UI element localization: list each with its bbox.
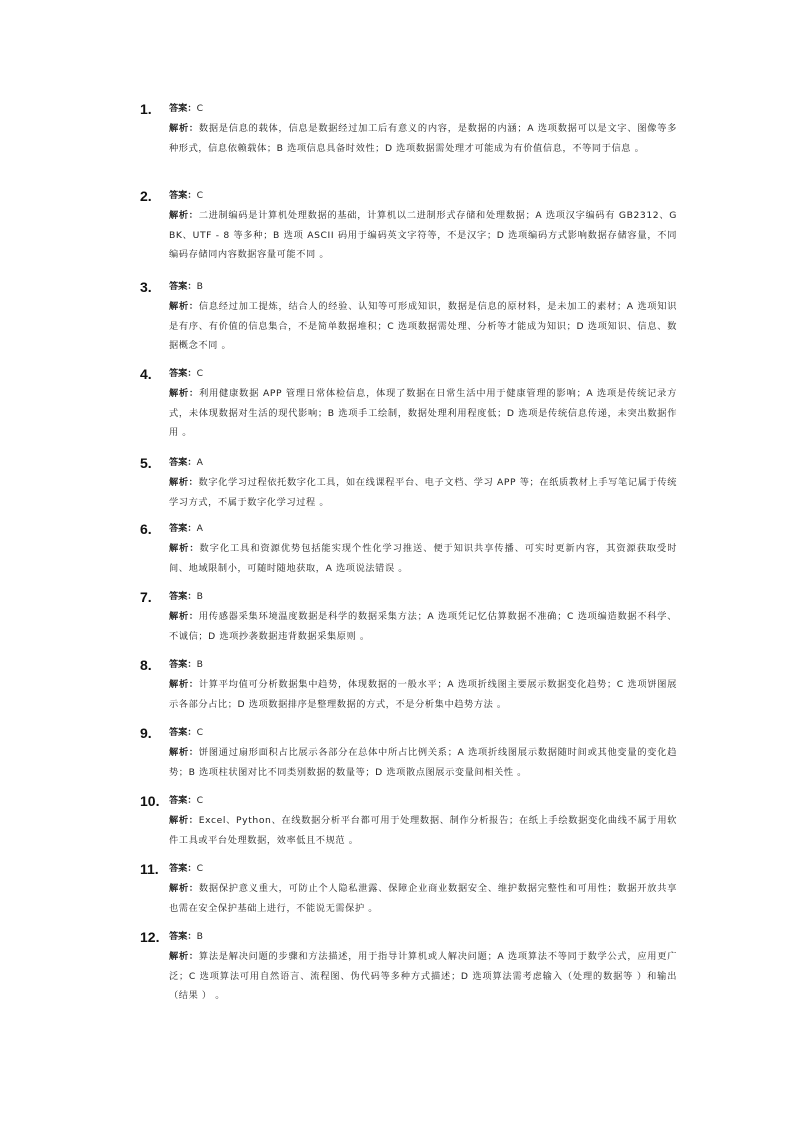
explanation-label: 解析： [169, 477, 199, 488]
explanation-content: 用传感器采集环境温度数据是科学的数据采集方法；A 选项凭记忆估算数据不准确；C 选项编造数据不科学、不诚信；D 选项抄袭数据违背数据采集原则 。 [169, 611, 677, 642]
explanation-label: 解析： [169, 815, 199, 826]
question-number: 1. [140, 101, 152, 117]
explanation-text [169, 675, 677, 714]
answer-value: C [196, 795, 203, 806]
answer-line [169, 794, 203, 808]
answer-line [169, 726, 203, 740]
answer-value: C [196, 190, 203, 201]
answer-line [169, 522, 203, 536]
explanation-text [169, 947, 677, 1006]
explanation-content: 数字化工具和资源优势包括能实现个性化学习推送、便于知识共享传播、可实时更新内容，其资源获取受时间、地域限制小，可随时随地获取，A 选项说法错误 。 [169, 543, 677, 574]
question-number: 6. [140, 521, 152, 537]
answer-label: 答案： [169, 190, 197, 201]
question-number: 8. [140, 657, 152, 673]
answer-label: 答案： [169, 931, 197, 942]
answer-value: C [196, 103, 203, 114]
answer-line [169, 862, 203, 876]
answer-value: C [196, 727, 203, 738]
answer-label: 答案： [169, 659, 197, 670]
explanation-text [169, 539, 677, 578]
explanation-content: 计算平均值可分析数据集中趋势，体现数据的一般水平；A 选项折线图主要展示数据变化趋势；C 选项饼图展示各部分占比；D 选项数据排序是整理数据的方式，不是分析集中趋势方法 。 [169, 679, 677, 710]
explanation-content: 利用健康数据 APP 管理日常体检信息，体现了数据在日常生活中用于健康管理的影响；A 选项是传统记录方式，未体现数据对生活的现代影响；B 选项手工绘制，数据处理利用程度低；D 选项是传统信息传递，未突出数据作用 。 [169, 388, 677, 439]
answer-label: 答案： [169, 863, 197, 874]
answer-value: B [196, 281, 203, 292]
answer-value: A [196, 523, 203, 534]
explanation-content: 数据保护意义重大，可防止个人隐私泄露、保障企业商业数据安全、维护数据完整性和可用性；数据开放共享也需在安全保护基础上进行，不能说无需保护 。 [169, 883, 677, 914]
question-number: 9. [140, 725, 152, 741]
answer-value: B [196, 659, 203, 670]
explanation-label: 解析： [169, 301, 199, 312]
question-number: 10. [140, 793, 160, 809]
question-number: 3. [140, 279, 152, 295]
explanation-content: 信息经过加工提炼，结合人的经验、认知等可形成知识，数据是信息的原材料，是未加工的素材；A 选项知识是有序、有价值的信息集合，不是简单数据堆积；C 选项数据需处理、分析等才能成为知识；D 选项知识、信息、数据概念不同 。 [169, 301, 677, 352]
question-number: 7. [140, 589, 152, 605]
explanation-label: 解析： [169, 951, 199, 962]
answer-value: B [196, 591, 203, 602]
explanation-content: 饼图通过扇形面积占比展示各部分在总体中所占比例关系；A 选项折线图展示数据随时间或其他变量的变化趋势；B 选项柱状图对比不同类别数据的数量等；D 选项散点图展示变量间相关性 。 [169, 747, 677, 778]
answer-label: 答案： [169, 457, 197, 468]
explanation-text [169, 297, 677, 356]
answer-line [169, 456, 203, 470]
explanation-label: 解析： [169, 883, 199, 894]
explanation-content: 算法是解决问题的步骤和方法描述，用于指导计算机或人解决问题；A 选项算法不等同于数学公式，应用更广泛；C 选项算法可用自然语言、流程图、伪代码等多种方式描述；D 选项算法需考虑输入（处理的数据等 ）和输出（结果 ） 。 [169, 951, 677, 1002]
explanation-text [169, 473, 677, 512]
explanation-text [169, 206, 677, 265]
explanation-text [169, 384, 677, 443]
explanation-label: 解析： [169, 747, 199, 758]
answer-label: 答案： [169, 368, 197, 379]
explanation-text [169, 743, 677, 782]
explanation-text [169, 607, 677, 646]
question-number: 4. [140, 366, 152, 382]
question-number: 5. [140, 455, 152, 471]
answer-label: 答案： [169, 523, 197, 534]
answer-label: 答案： [169, 281, 197, 292]
question-number: 11. [140, 861, 159, 877]
answer-value: A [196, 457, 203, 468]
answer-line [169, 189, 203, 203]
explanation-label: 解析： [169, 123, 199, 134]
answer-line [169, 102, 203, 116]
explanation-content: 数字化学习过程依托数字化工具，如在线课程平台、电子文档、学习 APP 等；在纸质教材上手写笔记属于传统学习方式，不属于数字化学习过程 。 [169, 477, 677, 508]
answer-line [169, 280, 203, 294]
answer-line [169, 930, 203, 944]
answer-label: 答案： [169, 591, 197, 602]
explanation-content: 二进制编码是计算机处理数据的基础，计算机以二进制形式存储和处理数据；A 选项汉字编码有 GB2312、GBK、UTF - 8 等多种；B 选项 ASCII 码用于编码英文字符等，不是汉字；D 选项编码方式影响数据存储容量，不同编码存储同内容数据容量可能不同 。 [169, 210, 677, 261]
explanation-label: 解析： [169, 679, 199, 690]
answer-line [169, 658, 203, 672]
answer-label: 答案： [169, 727, 197, 738]
answer-line [169, 590, 203, 604]
explanation-content: 数据是信息的载体，信息是数据经过加工后有意义的内容，是数据的内涵；A 选项数据可以是文字、图像等多种形式，信息依赖载体；B 选项信息具备时效性；D 选项数据需处理才可能成为有价值信息，不等同于信息 。 [169, 123, 677, 154]
answer-value: B [196, 931, 203, 942]
answer-line [169, 367, 203, 381]
explanation-text [169, 879, 677, 918]
answer-label: 答案： [169, 795, 197, 806]
explanation-content: Excel、Python、在线数据分析平台都可用于处理数据、制作分析报告；在纸上手绘数据变化曲线不属于用软件工具或平台处理数据，效率低且不规范 。 [169, 815, 677, 846]
explanation-text [169, 119, 677, 158]
explanation-text [169, 811, 677, 850]
answer-label: 答案： [169, 103, 197, 114]
answer-value: C [196, 863, 203, 874]
answer-value: C [196, 368, 203, 379]
explanation-label: 解析： [169, 210, 199, 221]
explanation-label: 解析： [169, 611, 199, 622]
explanation-label: 解析： [169, 543, 200, 554]
explanation-label: 解析： [169, 388, 200, 399]
question-number: 2. [140, 188, 152, 204]
question-number: 12. [140, 929, 160, 945]
